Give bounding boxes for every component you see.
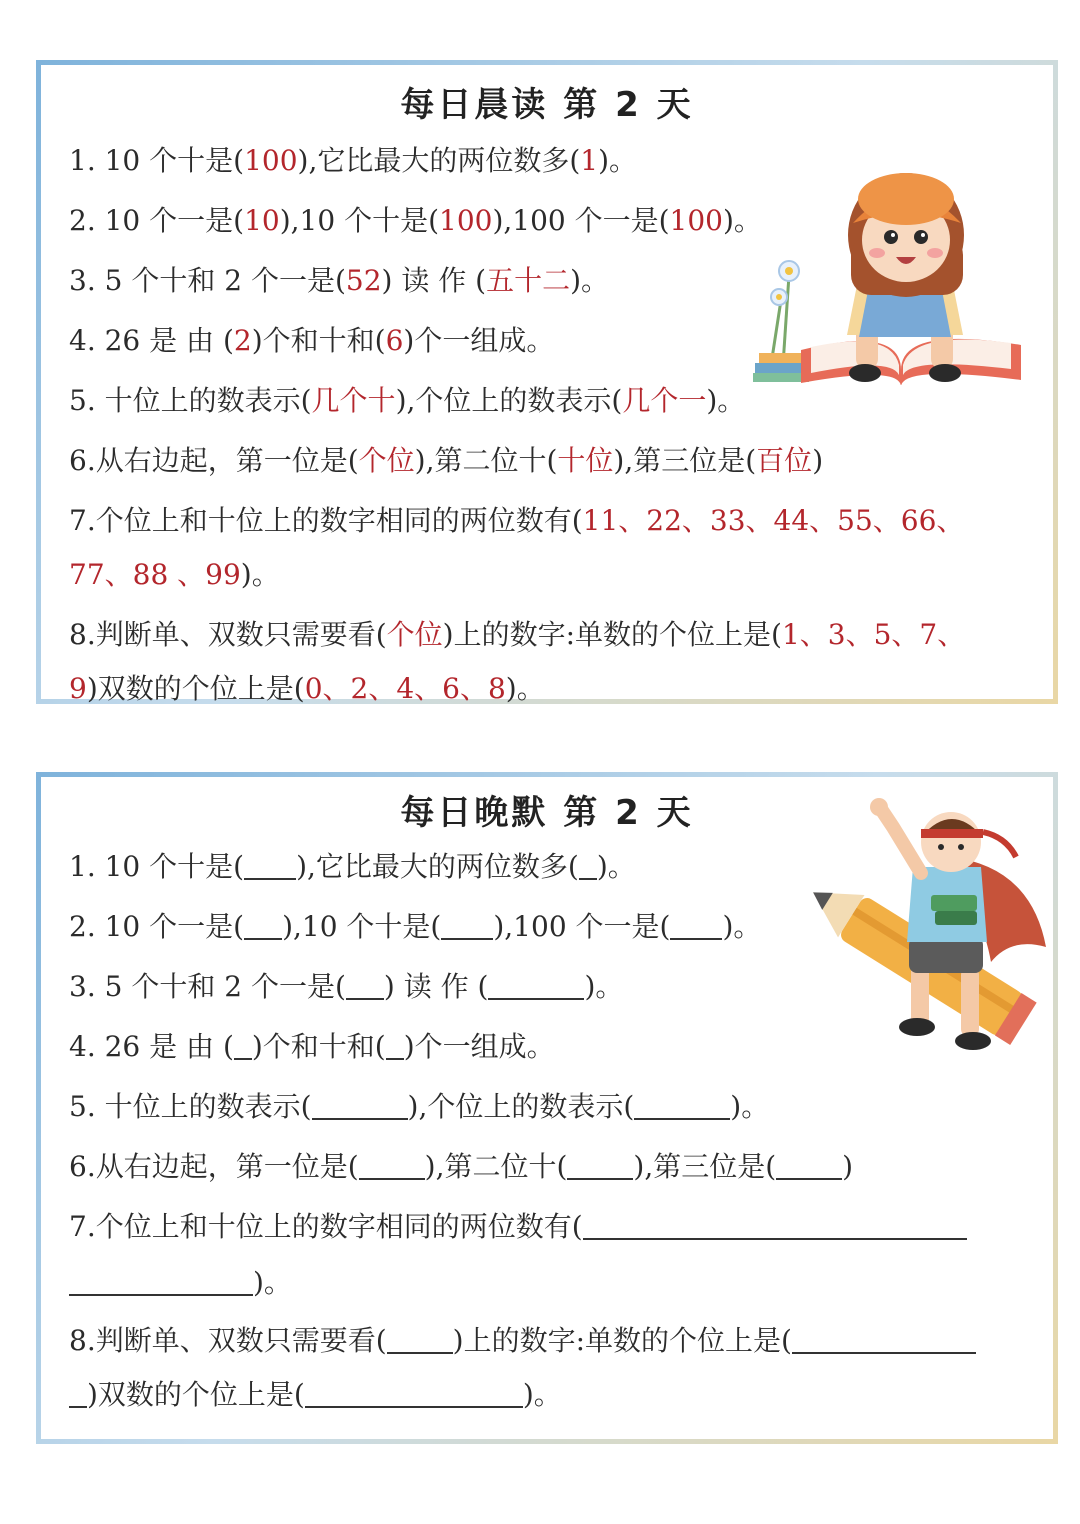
answer-blank[interactable] bbox=[305, 1382, 523, 1408]
answer-blank[interactable] bbox=[670, 914, 722, 940]
answer-blank[interactable] bbox=[776, 1154, 842, 1180]
girl-reading-illustration bbox=[741, 125, 1051, 385]
answer-blank[interactable] bbox=[346, 974, 384, 1000]
answer-blank[interactable] bbox=[244, 914, 282, 940]
evening-recall-title: 每日晚默 第 2 天 bbox=[400, 793, 694, 833]
answer-blank[interactable] bbox=[387, 1328, 453, 1354]
answer-blank[interactable] bbox=[792, 1328, 976, 1354]
answer-blank[interactable] bbox=[359, 1154, 425, 1180]
answer-blank[interactable] bbox=[69, 1382, 87, 1408]
recall-question-2: 2. 10 个一是( ),10 个十是( ),100 个一是( )。 bbox=[69, 910, 762, 943]
answer-blank[interactable] bbox=[567, 1154, 633, 1180]
reading-question-3: 3. 5 个十和 2 个一是(52) 读 作 (五十二)。 bbox=[69, 264, 610, 297]
answer-blank[interactable] bbox=[244, 854, 296, 880]
answer-blank[interactable] bbox=[634, 1094, 730, 1120]
answer-blank[interactable] bbox=[69, 1270, 253, 1296]
recall-question-1: 1. 10 个十是( ),它比最大的两位数多( )。 bbox=[69, 850, 636, 883]
recall-question-7: 7.个位上和十位上的数字相同的两位数有( bbox=[69, 1209, 967, 1245]
recall-question-8: 8.判断单、双数只需要看( )上的数字:单数的个位上是( bbox=[69, 1323, 976, 1359]
answer-blank[interactable] bbox=[579, 854, 597, 880]
recall-question-3: 3. 5 个十和 2 个一是( ) 读 作 ( )。 bbox=[69, 970, 624, 1003]
reading-question-6: 6.从右边起，第一位是(个位),第二位十(十位),第三位是(百位) bbox=[69, 444, 824, 477]
answer-blank[interactable] bbox=[312, 1094, 408, 1120]
reading-question-1: 1. 10 个十是(100),它比最大的两位数多(1)。 bbox=[69, 144, 638, 177]
morning-reading-title: 每日晨读 第 2 天 bbox=[400, 85, 694, 125]
recall-question-4: 4. 26 是 由 ( )个和十和( )个一组成。 bbox=[69, 1030, 555, 1063]
answer-blank[interactable] bbox=[234, 1034, 252, 1060]
answer-blank[interactable] bbox=[386, 1034, 404, 1060]
answer-blank[interactable] bbox=[583, 1214, 967, 1240]
reading-question-5: 5. 十位上的数表示(几个十),个位上的数表示(几个一)。 bbox=[69, 384, 746, 417]
reading-question-4: 4. 26 是 由 (2)个和十和(6)个一组成。 bbox=[69, 324, 555, 357]
recall-question-8-cont: )双数的个位上是( )。 bbox=[69, 1377, 562, 1413]
recall-question-7-cont: )。 bbox=[69, 1265, 292, 1301]
morning-reading-card bbox=[36, 60, 1058, 704]
answer-blank[interactable] bbox=[488, 974, 584, 1000]
answer-blank[interactable] bbox=[441, 914, 493, 940]
recall-question-5: 5. 十位上的数表示( ),个位上的数表示( )。 bbox=[69, 1090, 770, 1123]
reading-question-7: 7.个位上和十位上的数字相同的两位数有(11、22、33、44、55、66、 bbox=[69, 504, 965, 537]
reading-question-7-cont: 77、88 、99)。 bbox=[69, 558, 280, 591]
reading-question-8-cont: 9)双数的个位上是(0、2、4、6、8)。 bbox=[69, 672, 545, 705]
boy-on-pencil-illustration bbox=[801, 787, 1051, 1077]
reading-question-2: 2. 10 个一是(10),10 个十是(100),100 个一是(100)。 bbox=[69, 204, 762, 237]
evening-recall-card bbox=[36, 772, 1058, 1444]
reading-question-8: 8.判断单、双数只需要看(个位)上的数字:单数的个位上是(1、3、5、7、 bbox=[69, 618, 966, 651]
recall-question-6: 6.从右边起，第一位是( ),第二位十( ),第三位是( ) bbox=[69, 1150, 854, 1183]
